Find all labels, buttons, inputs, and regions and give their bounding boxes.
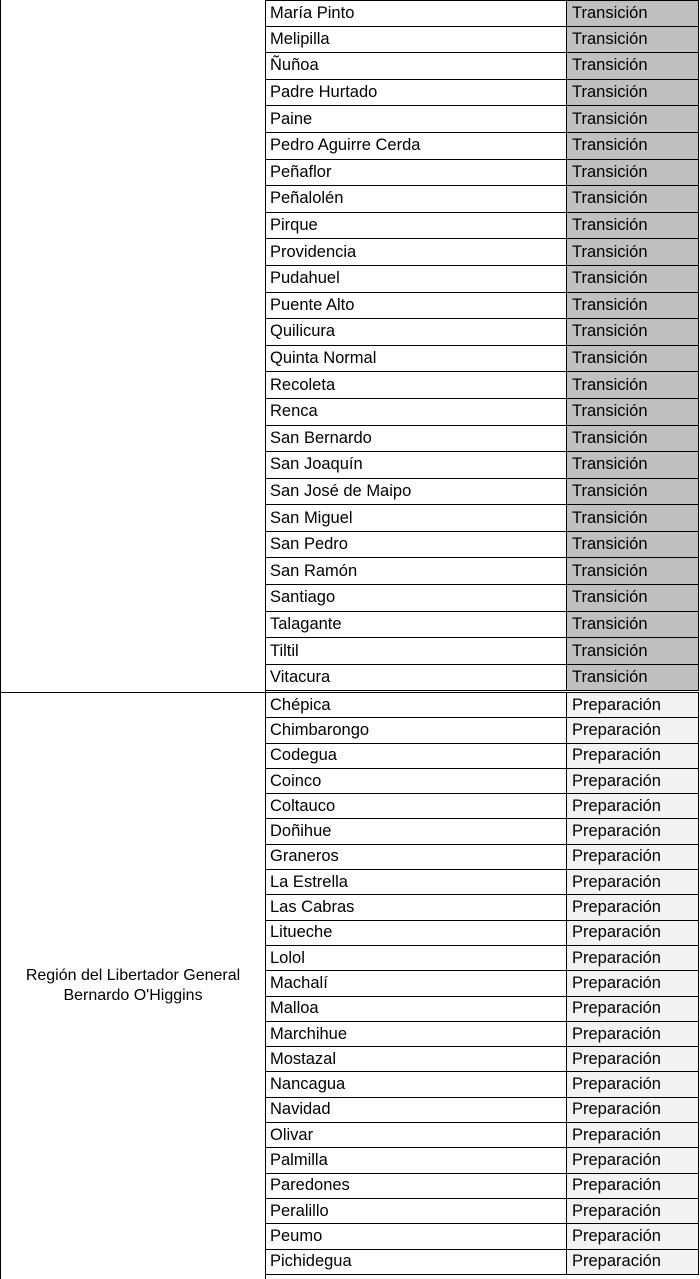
table-row [265,558,699,585]
commune-cell: Tiltil [265,638,567,664]
table-row [265,0,699,27]
phase-cell: Transición [567,479,699,505]
commune-cell: Nancagua [265,1072,567,1096]
commune-cell: Quinta Normal [265,346,567,372]
commune-cell: Palmilla [265,1148,567,1172]
table-row [265,997,699,1022]
phase-cell: Transición [567,213,699,239]
commune-cell: Melipilla [265,27,567,53]
table-row [265,1072,699,1097]
table-row [265,106,699,133]
table-row [265,895,699,920]
commune-cell: Litueche [265,921,567,945]
phase-cell: Transición [567,505,699,531]
phase-cell: Preparación [567,845,699,869]
phase-cell: Preparación [567,819,699,843]
commune-cell: Graneros [265,845,567,869]
commune-cell: Marchihue [265,1022,567,1046]
table-row [265,505,699,532]
commune-cell: Vitacura [265,665,567,691]
phase-cell: Preparación [567,895,699,919]
phase-cell: Transición [567,133,699,159]
phase-cell: Preparación [567,870,699,894]
table-row [265,133,699,160]
commune-cell: Chépica [265,693,567,717]
region-name: Región del Libertador General Bernardo O'Higgins [25,967,241,1004]
commune-cell: Pedro Aguirre Cerda [265,133,567,159]
table-row [265,769,699,794]
table-row [265,1047,699,1072]
phase-cell: Transición [567,346,699,372]
commune-cell: Talagante [265,612,567,638]
table-row [265,585,699,612]
phase-cell: Transición [567,160,699,186]
phase-cell: Transición [567,186,699,212]
commune-list [265,693,699,1275]
table-row [265,426,699,453]
phase-cell: Preparación [567,794,699,818]
phase-cell: Preparación [567,921,699,945]
phase-cell: Transición [567,80,699,106]
phase-cell: Transición [567,239,699,265]
table-row [265,160,699,187]
table-row [265,612,699,639]
table-row [265,693,699,718]
commune-cell: Renca [265,399,567,425]
table-row [265,1022,699,1047]
table-row [265,319,699,346]
table-row [265,266,699,293]
phase-cell: Transición [567,319,699,345]
phase-cell: Transición [567,1,699,26]
phase-cell: Transición [567,372,699,398]
phase-cell: Preparación [567,971,699,995]
table-row [265,794,699,819]
commune-cell: Recoleta [265,372,567,398]
phase-cell: Transición [567,558,699,584]
commune-cell: Peñalolén [265,186,567,212]
commune-cell: Machalí [265,971,567,995]
table-row [265,27,699,54]
commune-cell: San Bernardo [265,426,567,452]
table-row [265,80,699,107]
commune-list [265,0,699,691]
region-cell [0,693,266,1279]
table-row [265,870,699,895]
phase-cell: Preparación [567,1047,699,1071]
phase-cell: Preparación [567,1098,699,1122]
table-row [265,399,699,426]
phase-cell: Transición [567,399,699,425]
commune-cell: San Miguel [265,505,567,531]
commune-cell: San Ramón [265,558,567,584]
commune-cell: Peñaflor [265,160,567,186]
table-row [265,479,699,506]
table-row [265,718,699,743]
table-row [265,638,699,665]
table-row [265,452,699,479]
phase-cell: Preparación [567,946,699,970]
commune-cell: San Pedro [265,532,567,558]
phase-cell: Preparación [567,1224,699,1248]
phase-cell: Preparación [567,693,699,717]
table-row [265,1148,699,1173]
phase-cell: Transición [567,266,699,292]
phase-cell: Preparación [567,1072,699,1096]
table-row [265,921,699,946]
phase-cell: Preparación [567,1174,699,1198]
phase-cell: Transición [567,452,699,478]
phase-cell: Preparación [567,1199,699,1223]
commune-cell: María Pinto [265,1,567,26]
phase-cell: Transición [567,612,699,638]
commune-cell: Pudahuel [265,266,567,292]
phase-cell: Preparación [567,997,699,1021]
table-row [265,293,699,320]
phase-cell: Transición [567,585,699,611]
table-row [265,186,699,213]
commune-cell: Santiago [265,585,567,611]
phase-cell: Transición [567,532,699,558]
commune-cell: Mostazal [265,1047,567,1071]
table-row [265,665,699,692]
table-row [265,346,699,373]
phase-cell: Transición [567,27,699,53]
table-row [265,1123,699,1148]
phase-cell: Preparación [567,1022,699,1046]
table-row [265,744,699,769]
phase-cell: Preparación [567,744,699,768]
commune-cell: Coltauco [265,794,567,818]
commune-cell: La Estrella [265,870,567,894]
commune-cell: Quilicura [265,319,567,345]
commune-cell: Navidad [265,1098,567,1122]
table-row [265,53,699,80]
table-row [265,239,699,266]
commune-cell: Providencia [265,239,567,265]
table-row [265,946,699,971]
phase-cell: Transición [567,53,699,79]
phase-cell: Transición [567,665,699,691]
table-row [265,532,699,559]
region-block-ohiggins [0,692,699,1279]
table-row [265,1174,699,1199]
commune-cell: Chimbarongo [265,718,567,742]
commune-cell: Olivar [265,1123,567,1147]
commune-cell: Lolol [265,946,567,970]
commune-cell: Pirque [265,213,567,239]
commune-cell: Codegua [265,744,567,768]
phase-cell: Preparación [567,1250,699,1274]
table-row [265,213,699,240]
commune-cell: Coinco [265,769,567,793]
table-row [265,845,699,870]
phase-cell: Transición [567,638,699,664]
commune-cell: Malloa [265,997,567,1021]
table-row [265,971,699,996]
table-row [265,1098,699,1123]
phase-cell: Transición [567,426,699,452]
commune-cell: Ñuñoa [265,53,567,79]
table-row [265,1250,699,1275]
commune-cell: Peumo [265,1224,567,1248]
commune-cell: Peralillo [265,1199,567,1223]
commune-cell: Puente Alto [265,293,567,319]
phase-cell: Transición [567,106,699,132]
phase-cell: Preparación [567,1148,699,1172]
commune-cell: Paredones [265,1174,567,1198]
commune-cell: Pichidegua [265,1250,567,1274]
phase-cell: Preparación [567,718,699,742]
commune-cell: Las Cabras [265,895,567,919]
commune-cell: Paine [265,106,567,132]
phase-cell: Preparación [567,1123,699,1147]
commune-cell: Doñihue [265,819,567,843]
table-row [265,372,699,399]
table-row [265,819,699,844]
table-row [265,1199,699,1224]
commune-cell: Padre Hurtado [265,80,567,106]
phase-cell: Preparación [567,769,699,793]
phase-cell: Transición [567,293,699,319]
commune-cell: San José de Maipo [265,479,567,505]
commune-cell: San Joaquín [265,452,567,478]
table-row [265,1224,699,1249]
region-cell [0,0,266,692]
